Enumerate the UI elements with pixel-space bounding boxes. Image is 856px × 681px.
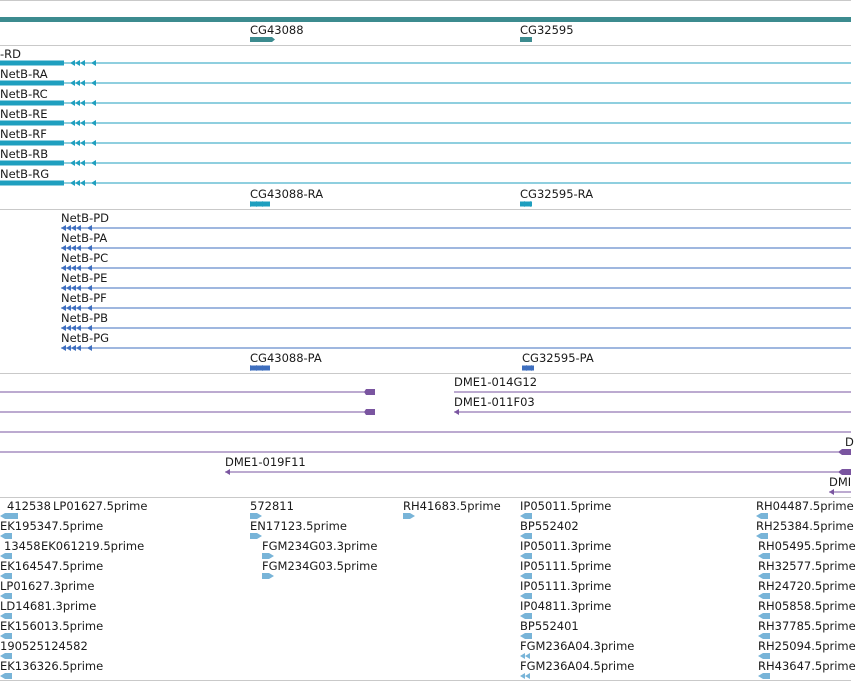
transcript-label[interactable]: -RD: [0, 47, 21, 61]
gene-model[interactable]: [520, 37, 532, 42]
exon[interactable]: [0, 101, 64, 106]
est-feature[interactable]: [0, 673, 12, 679]
strand-arrow: [91, 100, 96, 106]
cdna-label[interactable]: D: [845, 435, 854, 449]
est-feature[interactable]: [403, 513, 415, 519]
strand-arrow: [66, 345, 71, 351]
strand-arrow: [80, 160, 85, 166]
strand-arrow: [70, 120, 75, 126]
gene-model[interactable]: [250, 37, 272, 42]
est-label[interactable]: LP01627.3prime: [0, 579, 95, 593]
est-label[interactable]: BP552401: [520, 619, 579, 633]
transcript-label[interactable]: NetB-RA: [0, 67, 48, 81]
strand-arrow: [71, 345, 76, 351]
gene-label[interactable]: CG32595: [520, 23, 574, 37]
est-label[interactable]: IP05011.3prime: [520, 539, 612, 553]
strand-arrow: [454, 409, 459, 415]
cds-label[interactable]: NetB-PA: [61, 231, 108, 245]
cds-label[interactable]: NetB-PB: [61, 311, 109, 325]
strand-arrow: [829, 489, 834, 495]
strand-arrow: [525, 673, 530, 679]
strand-arrow: [80, 100, 85, 106]
est-label[interactable]: EK195347.5prime: [0, 519, 104, 533]
transcript-label[interactable]: CG43088-RA: [250, 187, 324, 201]
est-label[interactable]: RH05858.5prime: [758, 599, 856, 613]
strand-arrow: [75, 100, 80, 106]
transcript-label[interactable]: CG32595-RA: [520, 187, 594, 201]
strand-arrow: [76, 345, 81, 351]
cds-label[interactable]: NetB-PF: [61, 291, 107, 305]
strand-arrow: [91, 160, 96, 166]
transcript-label[interactable]: NetB-RF: [0, 127, 47, 141]
cdna-label[interactable]: DME1-014G12: [454, 375, 538, 389]
est-label[interactable]: RH37785.5prime: [758, 619, 856, 633]
est-label[interactable]: FGM236A04.5prime: [520, 659, 635, 673]
est-feature[interactable]: [758, 673, 770, 679]
exon[interactable]: [0, 181, 64, 186]
exon[interactable]: [0, 161, 64, 166]
strand-arrow: [225, 469, 230, 475]
strand-arrow: [75, 160, 80, 166]
strand-arrow: [61, 345, 66, 351]
strand-arrow: [87, 345, 92, 351]
strand-arrow: [70, 160, 75, 166]
est-label[interactable]: EK164547.5prime: [0, 559, 104, 573]
gene-model[interactable]: [0, 17, 851, 22]
strand-arrow: [70, 140, 75, 146]
est-label[interactable]: BP552402: [520, 519, 579, 533]
cdna-end[interactable]: [364, 389, 375, 395]
transcript-label[interactable]: NetB-RE: [0, 107, 48, 121]
transcript-label[interactable]: NetB-RG: [0, 167, 50, 181]
est-label[interactable]: 13458: [4, 539, 41, 553]
strand-arrow: [70, 100, 75, 106]
est-label[interactable]: FGM234G03.5prime: [262, 559, 378, 573]
est-label[interactable]: LP01627.5prime: [53, 499, 148, 513]
cdna-label[interactable]: DMI: [829, 475, 852, 489]
est-label[interactable]: IP05111.3prime: [520, 579, 612, 593]
est-label[interactable]: FGM234G03.3prime: [262, 539, 378, 553]
est-label[interactable]: IP04811.3prime: [520, 599, 612, 613]
strand-arrow: [91, 180, 96, 186]
est-feature[interactable]: [250, 533, 262, 539]
strand-arrow: [91, 140, 96, 146]
exon[interactable]: [0, 141, 64, 146]
gene-label[interactable]: CG43088: [250, 23, 304, 37]
strand-arrow: [520, 673, 525, 679]
est-label[interactable]: EK156013.5prime: [0, 619, 104, 633]
strand-arrow: [75, 180, 80, 186]
est-label[interactable]: FGM236A04.3prime: [520, 639, 635, 653]
strand-arrow: [80, 180, 85, 186]
est-label[interactable]: 572811: [250, 499, 294, 513]
strand-arrow: [80, 80, 85, 86]
est-label[interactable]: IP05111.5prime: [520, 559, 612, 573]
strand-arrow: [80, 140, 85, 146]
strand-arrow: [70, 80, 75, 86]
exon[interactable]: [0, 121, 64, 126]
est-label[interactable]: EN17123.5prime: [250, 519, 347, 533]
cds-label[interactable]: NetB-PE: [61, 271, 108, 285]
strand-arrow: [75, 120, 80, 126]
est-label[interactable]: 190525124582: [0, 639, 88, 653]
strand-arrow: [80, 120, 85, 126]
est-label[interactable]: RH43647.5prime: [758, 659, 856, 673]
strand-arrow: [91, 120, 96, 126]
est-label[interactable]: LD14681.3prime: [0, 599, 97, 613]
est-label[interactable]: RH24720.5prime: [758, 579, 856, 593]
est-label[interactable]: RH05495.5prime: [758, 539, 856, 553]
exon[interactable]: [0, 61, 64, 66]
transcript-label[interactable]: NetB-RC: [0, 87, 48, 101]
cdna-end[interactable]: [838, 449, 851, 455]
cds-label[interactable]: NetB-PD: [61, 211, 110, 225]
exon[interactable]: [0, 81, 64, 86]
est-feature[interactable]: [262, 573, 274, 579]
transcript-label[interactable]: NetB-RB: [0, 147, 49, 161]
cdna-label[interactable]: DME1-011F03: [454, 395, 535, 409]
est-label[interactable]: RH32577.5prime: [758, 559, 856, 573]
strand-arrow: [80, 60, 85, 66]
est-label[interactable]: RH04487.5prime: [756, 499, 854, 513]
est-label[interactable]: EK136326.5prime: [0, 659, 104, 673]
strand-arrow: [75, 60, 80, 66]
cdna-label[interactable]: DME1-019F11: [225, 455, 306, 469]
est-label[interactable]: 412538: [7, 499, 51, 513]
cds-label[interactable]: CG32595-PA: [522, 351, 594, 365]
strand-arrow: [70, 180, 75, 186]
strand-arrow: [70, 60, 75, 66]
strand-arrow: [272, 37, 275, 42]
est-label[interactable]: RH41683.5prime: [403, 499, 501, 513]
est-label[interactable]: IP05011.5prime: [520, 499, 612, 513]
cds-label[interactable]: NetB-PG: [61, 331, 110, 345]
strand-arrow: [75, 140, 80, 146]
strand-arrow: [91, 60, 96, 66]
cds-label[interactable]: NetB-PC: [61, 251, 109, 265]
strand-arrow: [91, 80, 96, 86]
cdna-end[interactable]: [364, 409, 375, 415]
strand-arrow: [75, 80, 80, 86]
cds-label[interactable]: CG43088-PA: [250, 351, 322, 365]
est-label[interactable]: EK061219.5prime: [41, 539, 145, 553]
est-label[interactable]: RH25384.5prime: [756, 519, 854, 533]
est-label[interactable]: RH25094.5prime: [758, 639, 856, 653]
